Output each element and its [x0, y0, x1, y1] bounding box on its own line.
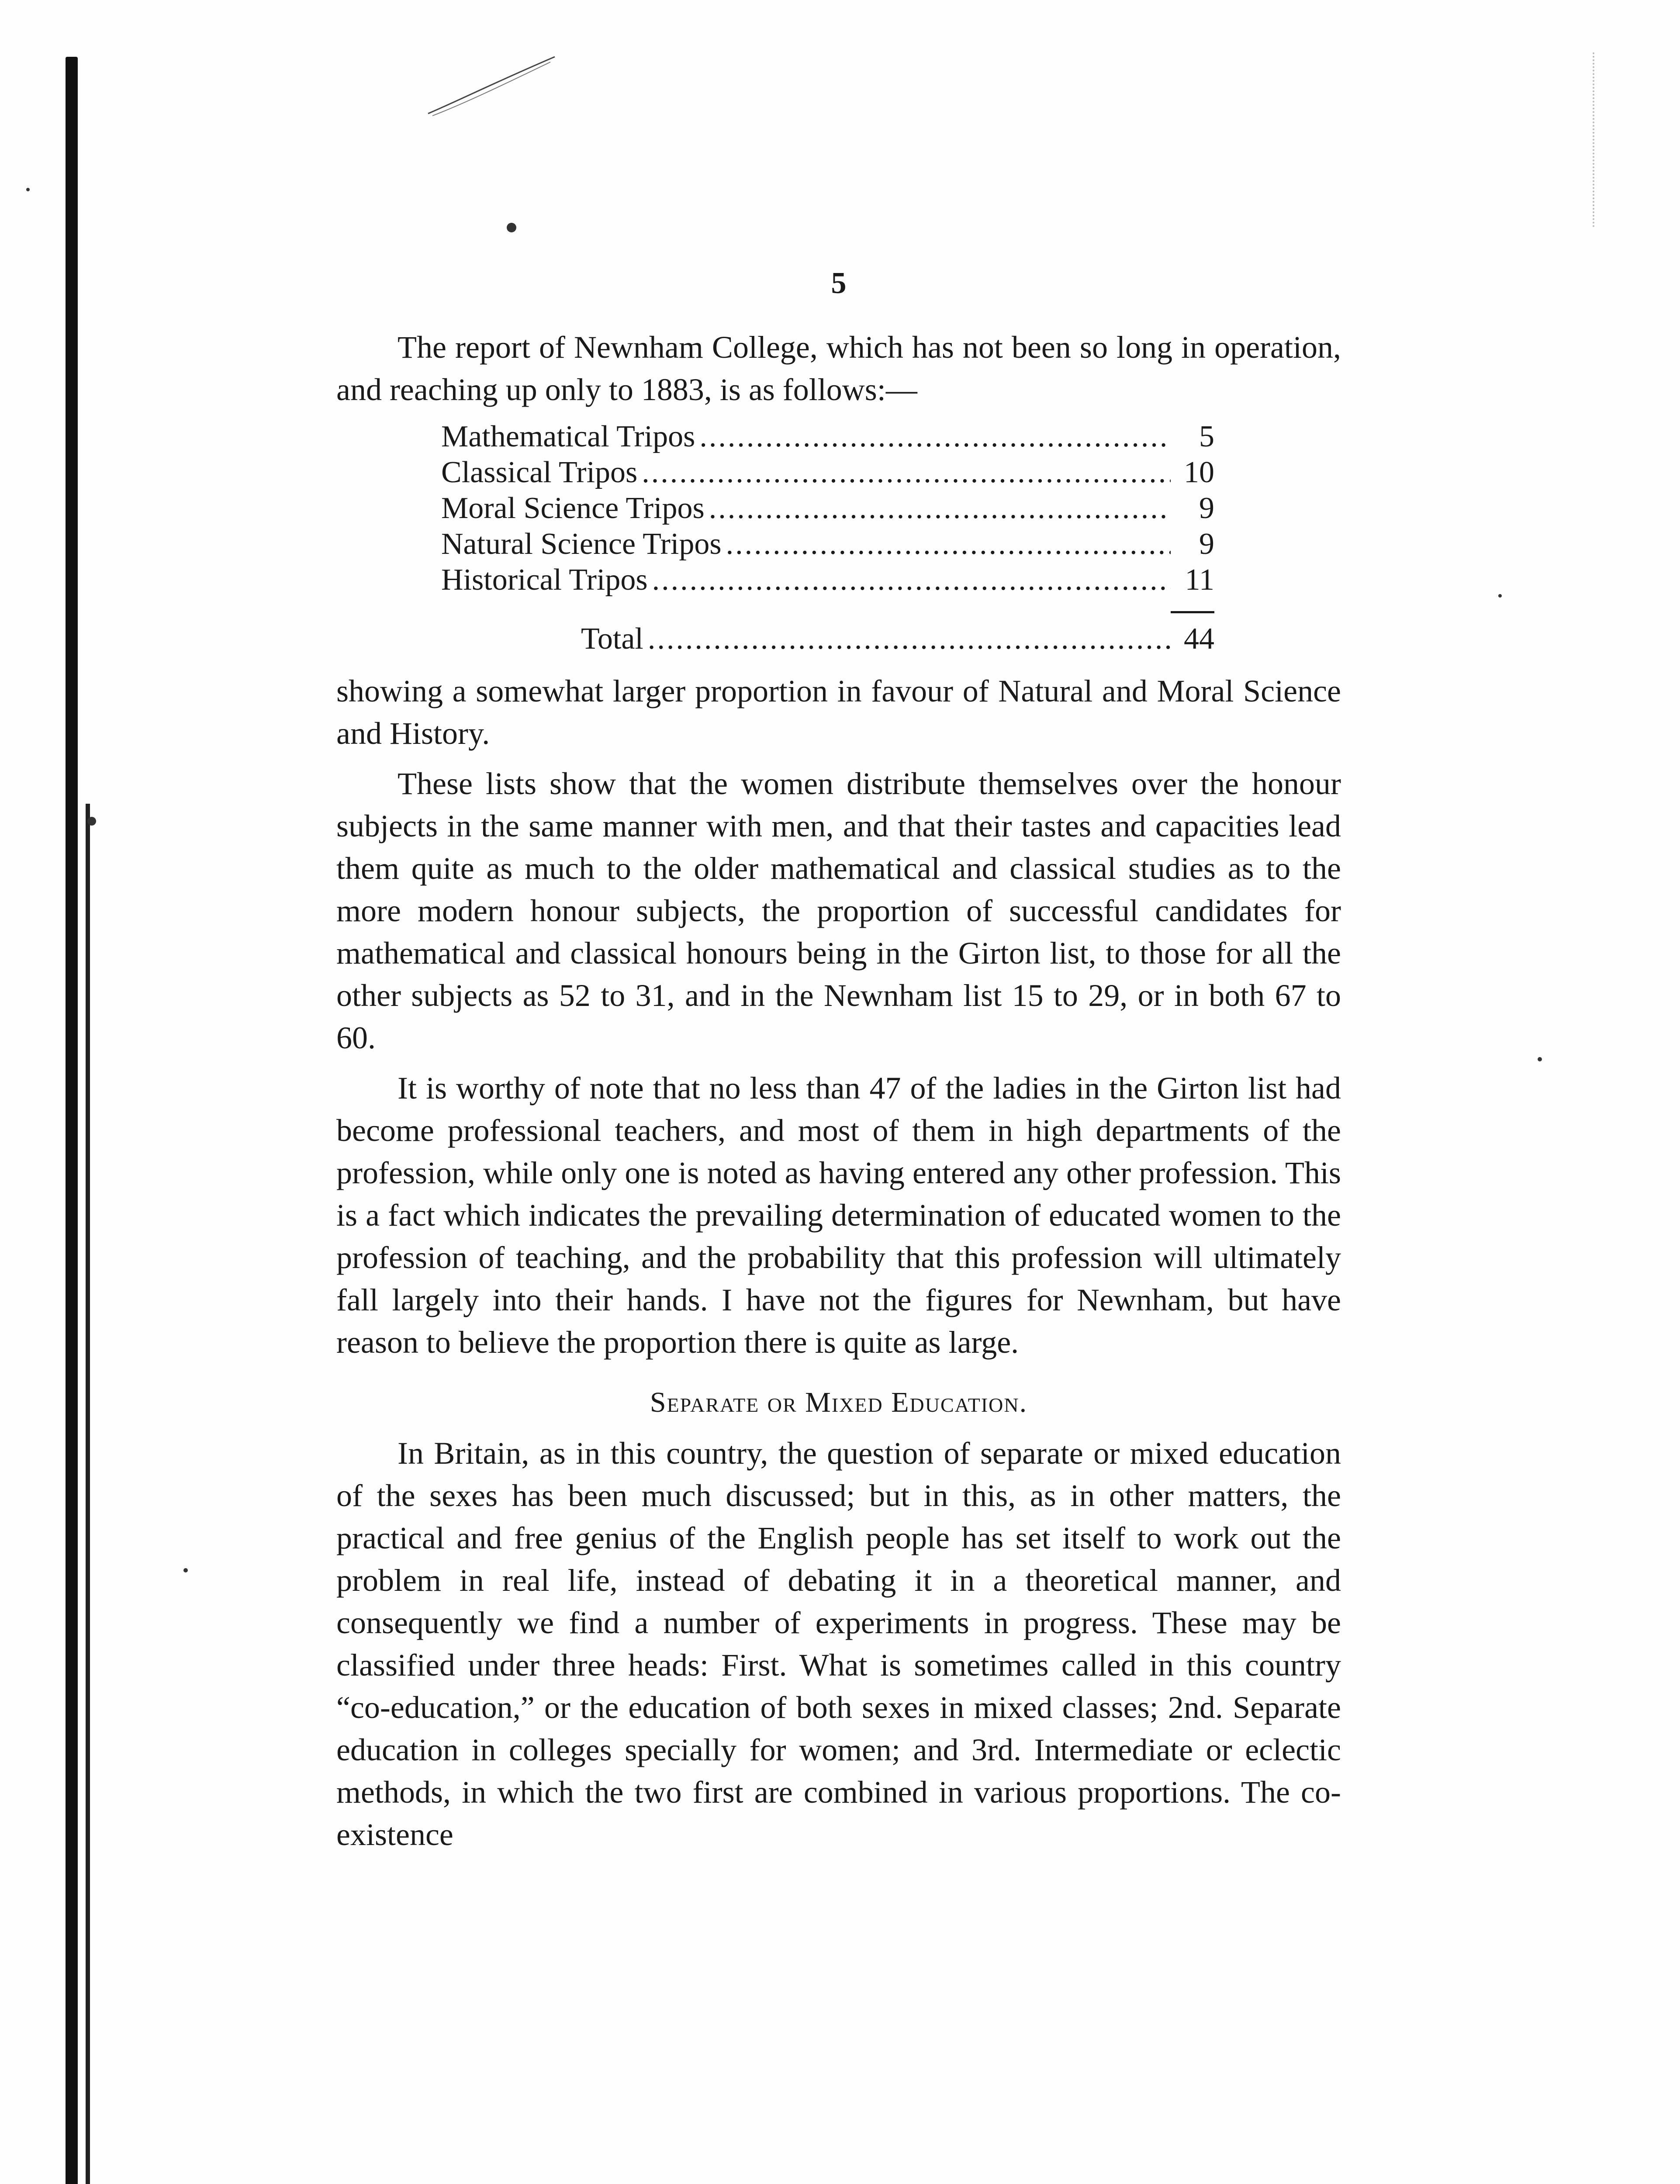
ink-speck: [183, 1568, 188, 1572]
tripos-row: [441, 526, 1214, 562]
ink-speck: [1538, 1057, 1542, 1061]
ink-speck: [507, 223, 516, 232]
page-number: 5: [831, 266, 847, 300]
section-heading: Separate or Mixed Education.: [650, 1386, 1028, 1418]
binding-shadow-inner: [86, 804, 90, 2184]
tripos-name: Natural Science Tripos: [441, 527, 722, 561]
page-content: [336, 262, 1341, 1864]
tripos-value: 10: [1184, 456, 1214, 489]
tripos-name: Historical Tripos: [441, 563, 648, 597]
leader-dots: [648, 621, 1171, 657]
leader-dots: [642, 455, 1171, 491]
leader-dots: [699, 419, 1171, 455]
ink-speck: [1498, 594, 1502, 598]
leader-dots: [709, 491, 1171, 526]
tripos-row: [441, 419, 1214, 455]
page-edge-marks: [1593, 52, 1597, 227]
ink-speck: [87, 817, 96, 826]
binding-shadow: [66, 57, 78, 2184]
total-row: [581, 621, 1214, 657]
tripos-row: [441, 455, 1214, 491]
tripos-row: [441, 491, 1214, 526]
ink-speck: [26, 188, 30, 191]
tripos-name: Mathematical Tripos: [441, 420, 695, 453]
intro-paragraph: The report of Newnham College, which has not been so long in operation, and reaching up only to 1883, is as follows:—: [336, 330, 1341, 407]
total-rule: [1171, 611, 1214, 613]
total-value: 44: [1184, 622, 1214, 656]
tripos-value: 11: [1185, 563, 1214, 597]
tripos-table: [441, 419, 1214, 657]
body-paragraph: It is worthy of note that no less than 47 of the ladies in the Girton list had become professional teachers, and most of them in high departments of the profession, while only one is noted as having entered any other profession. This is a fact which indicates the prevailing determination of educated women to the profession of teaching, and the probability that this profession will ultimately fall largely into their hands. I have not the figures for Newnham, but have reason to believe the proportion there is quite as large.: [336, 1071, 1341, 1360]
section-paragraph: In Britain, as in this country, the question of separate or mixed education of the sexes has been much discussed; but in this, as in other matters, the practical and free genius of the English people has set itself to work out the problem in real life, instead of debating it in a theoretical manner, and consequently we find a number of experiments in progress. These may be classified under three heads: First. What is sometimes called in this country “co-education,” or the education of both sexes in mixed classes; 2nd. Separate education in colleges specially for women; and 3rd. Intermediate or eclectic methods, in which the two first are combined in various proportions. The co-existence: [336, 1436, 1341, 1852]
tripos-value: 9: [1199, 491, 1214, 525]
tripos-value: 5: [1199, 420, 1214, 453]
leader-dots: [652, 562, 1171, 598]
after-table-paragraph: showing a somewhat larger proportion in favour of Natural and Moral Science and History.: [336, 674, 1341, 751]
tripos-row: [441, 562, 1214, 598]
tripos-name: Classical Tripos: [441, 456, 638, 489]
body-paragraph: These lists show that the women distribute themselves over the honour subjects in the same manner with men, and that their tastes and capacities lead them quite as much to the older mathematical and classical studies as to the more modern honour subjects, the proportion of successful candidates for mathematical and classical honours being in the Girton list, to those for all the other subjects as 52 to 31, and in the Newnham list 15 to 29, or in both 67 to 60.: [336, 766, 1341, 1055]
tripos-value: 9: [1199, 527, 1214, 561]
leader-dots: [726, 526, 1171, 562]
total-label: Total: [581, 622, 643, 656]
tripos-name: Moral Science Tripos: [441, 491, 705, 525]
pen-mark: [424, 52, 563, 118]
